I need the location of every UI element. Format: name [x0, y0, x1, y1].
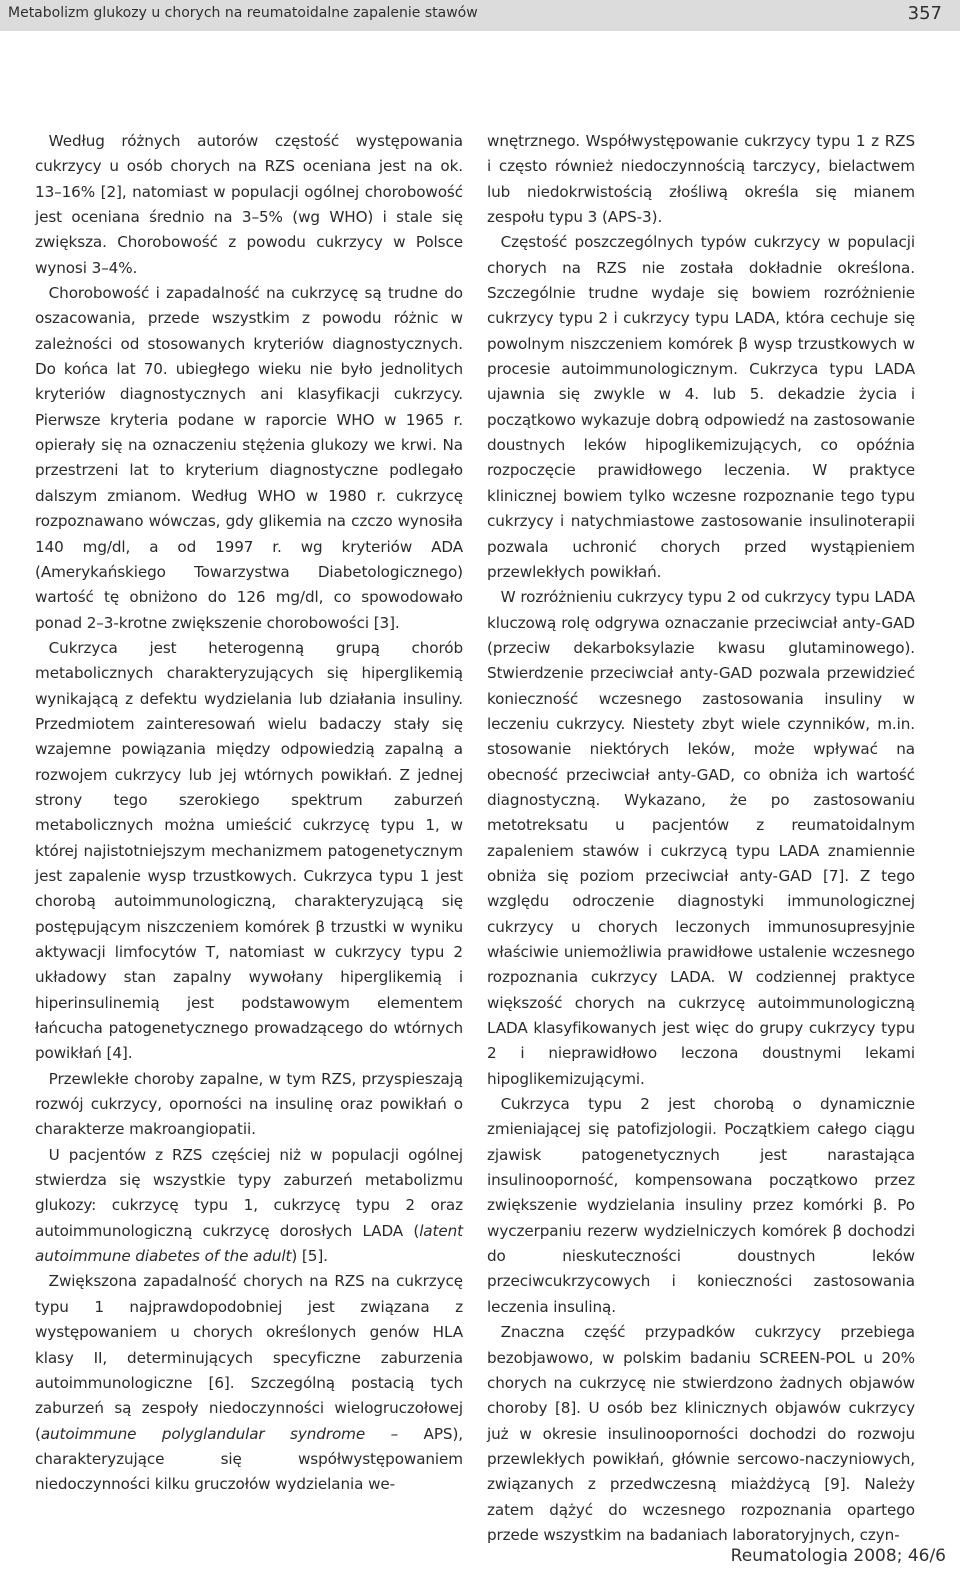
paragraph-7: wnętrznego. Współwystępowanie cukrzycy typu 1 z RZS i często również niedoczynnością tarczycy, bielactwem lub niedokrwistością złośliwą określa się mianem zespołu typu 3 (APS-3). — [487, 132, 915, 227]
paragraph-6-text-a: Zwiększona zapadalność chorych na RZS na cukrzycę typu 1 najprawdopodobniej jest związana z występowaniem u chorych określonych genów HLA klasy II, determinujących specyficzne zaburzenia autoimmunologiczne [6]. Szczególną postacią tych zaburzeń są zespoły niedoczynności wielogruczołowej ( — [35, 1272, 463, 1443]
paragraph-10: Cukrzyca typu 2 jest chorobą o dynamicznie zmieniającej się patofizjologii. Początkiem całego ciągu zjawisk patogenetycznych jest narastająca insulinooporność, kompensowana początkowo przez zwiększenie wydzielania insuliny przez komórki β. Po wyczerpaniu rezerw wydzielniczych komórek β dochodzi do nieskuteczności doustnych leków przeciwcukrzycowych i konieczności zastosowania leczenia insuliną. — [487, 1095, 915, 1316]
paragraph-11: Znaczna część przypadków cukrzycy przebiega bezobjawowo, w polskim badaniu SCREEN-POL u 20% chorych na cukrzycę nie stwierdzono żadnych objawów choroby [8]. U osób bez klinicznych objawów cukrzycy już w okresie insulinooporności dochodzi do rozwoju przewlekłych powikłań, głównie sercowo-naczyniowych, związanych z przedwczesną miażdżycą [9]. Należy zatem dążyć do wczesnego rozpoznania opartego przede wszystkim na badaniach laboratoryjnych, czyn- — [487, 1323, 915, 1544]
journal-reference: Reumatologia 2008; 46/6 — [730, 1546, 946, 1566]
paragraph-6-text-b: – APS), charakteryzujące się współwystępowaniem niedoczynności kilku gruczołów wydzielania we- — [35, 1424, 463, 1494]
paragraph-3: Cukrzyca jest heterogenną grupą chorób metabolicznych charakteryzujących się hiperglikemią wynikającą z defektu wydzielania lub działania insuliny. Przedmiotem zainteresowań wielu badaczy stały się wzajemne powiązania między odpowiedzią zapalną a rozwojem cukrzycy lub jej wtórnych powikłań. Z jednej strony tego szerokiego spektrum zaburzeń metabolicznych można umieścić cukrzycę typu 1, w której najistotniejszym mechanizmem patogenetycznym jest zapalenie wysp trzustkowych. Cukrzyca typu 1 jest chorobą autoimmunologiczną, charakteryzującą się postępującym niszczeniem komórek β trzustki w wyniku aktywacji limfocytów T, natomiast w cukrzycy typu 2 układowy stan zapalny wywołany hiperglikemią i hiperinsulinemią jest podstawowym elementem łańcucha patogenetycznego prowadzącego do wtórnych powikłań [4]. — [35, 638, 463, 1063]
page-number: 357 — [907, 3, 942, 24]
paragraph-6-italic: autoimmune polyglandular syndrome — [40, 1424, 366, 1443]
paragraph-5-text-a: U pacjentów z RZS częściej niż w populacji ogólnej stwierdza się wszystkie typy zaburzeń metabolizmu glukozy: cukrzycę typu 1, cukrzycę typu 2 oraz autoimmunologiczną cukrzycę dorosłych LADA ( — [35, 1145, 463, 1240]
paragraph-5-italic: latent autoimmune diabetes of the adult — [35, 1221, 463, 1266]
paragraph-4: Przewlekłe choroby zapalne, w tym RZS, przyspieszają rozwój cukrzycy, oporności na insulinę oraz powikłań o charakterze makroangiopatii. — [35, 1069, 463, 1139]
running-header — [0, 0, 960, 31]
paragraph-5 — [35, 1143, 463, 1270]
paragraph-5-text-b: ) [5]. — [291, 1247, 328, 1266]
right-column — [487, 129, 915, 1548]
paragraph-2: Chorobowość i zapadalność na cukrzycę są trudne do oszacowania, przede wszystkim z powodu różnic w zależności od stosowanych kryteriów diagnostycznych. Do końca lat 70. ubiegłego wieku nie było jednolitych kryteriów diagnostycznych ani klasyfikacji cukrzycy. Pierwsze kryteria podane w raporcie WHO w 1965 r. opierały się na oznaczeniu stężenia glukozy we krwi. Na przestrzeni lat to kryterium diagnostyczne podlegało dalszym zmianom. Według WHO w 1980 r. cukrzycę rozpoznawano wówczas, gdy glikemia na czczo wynosiła 140 mg/dl, a od 1997 r. wg kryteriów ADA (Amerykańskiego Towarzystwa Diabetologicznego) wartość tę obniżono do 126 mg/dl, co spowodowało ponad 2–3-krotne zwiększenie chorobowości [3]. — [35, 284, 463, 632]
paragraph-1: Według różnych autorów częstość występowania cukrzycy u osób chorych na RZS oceniana jest na ok. 13–16% [2], natomiast w populacji ogólnej chorobowość jest oceniana średnio na 3–5% (wg WHO) i stale się zwiększa. Chorobowość z powodu cukrzycy w Polsce wynosi 3–4%. — [35, 132, 463, 277]
paragraph-8: Częstość poszczególnych typów cukrzycy w populacji chorych na RZS nie została dokładnie określona. Szczególnie trudne wydaje się bowiem rozróżnienie cukrzycy typu 2 i cukrzycy typu LADA, która cechuje się powolnym niszczeniem komórek β wysp trzustkowych w procesie autoimmunologicznym. Cukrzyca typu LADA ujawnia się zwykle w 4. lub 5. dekadzie życia i początkowo wykazuje dobrą odpowiedź na zastosowanie doustnych leków hipoglikemizujących, co opóźnia rozpoczęcie prawidłowego leczenia. W praktyce klinicznej bowiem tylko wczesne rozpoznanie tego typu cukrzycy i natychmiastowe zastosowanie insulinoterapii pozwala uchronić chorych przed wystąpieniem przewlekłych powikłań. — [487, 233, 915, 581]
paragraph-6 — [35, 1269, 463, 1497]
paragraph-9: W rozróżnieniu cukrzycy typu 2 od cukrzycy typu LADA kluczową rolę odgrywa oznaczanie przeciwciał anty-GAD (przeciw dekarboksylazie kwasu glutaminowego). Stwierdzenie przeciwciał anty-GAD pozwala przewidzieć konieczność wczesnego zastosowania insuliny w leczeniu cukrzycy. Niestety zbyt wiele czynników, m.in. stosowanie niektórych leków, może wpływać na obecność przeciwciał anty-GAD, co obniża ich wartość diagnostyczną. Wykazano, że po zastosowaniu metotreksatu u pacjentów z reumatoidalnym zapaleniem stawów i cukrzycą typu LADA znamiennie obniża się poziom przeciwciał anty-GAD [7]. Z tego względu odroczenie diagnostyki immunologicznej cukrzycy u chorych leczonych immunosupresyjnie właściwie uniemożliwia prawidłowe ustalenie wczesnego rozpoznania cukrzycy LADA. W codziennej praktyce większość chorych na cukrzycę autoimmunologiczną LADA klasyfikowanych jest więc do grupy cukrzycy typu 2 i nieprawidłowo leczona doustnymi lekami hipoglikemizującymi. — [487, 588, 915, 1088]
running-title: Metabolizm glukozy u chorych na reumatoidalne zapalenie stawów — [8, 5, 478, 21]
left-column — [35, 129, 463, 1498]
